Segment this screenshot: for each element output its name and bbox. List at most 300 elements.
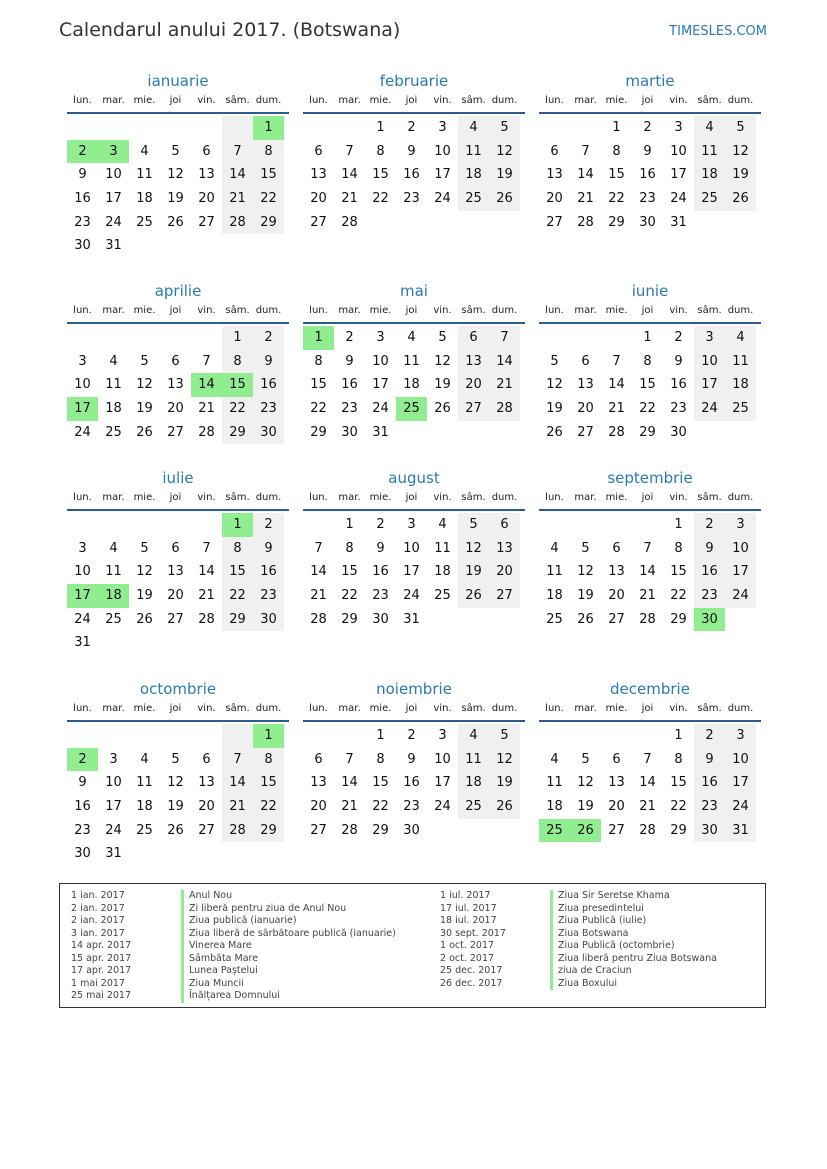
weekday-label: dum. bbox=[491, 95, 518, 106]
day-cell: 29 bbox=[310, 424, 327, 440]
day-cell: 19 bbox=[546, 401, 563, 417]
day-cell: 18 bbox=[546, 799, 563, 815]
day-cell: 20 bbox=[198, 799, 215, 815]
day-cell: 31 bbox=[670, 214, 687, 230]
day-cell: 23 bbox=[403, 191, 420, 207]
day-cell: 7 bbox=[202, 353, 211, 369]
day-cell: 19 bbox=[577, 799, 594, 815]
day-cell: 13 bbox=[198, 167, 215, 183]
day-cell: 8 bbox=[253, 748, 284, 772]
holiday-name: Zi liberă pentru ziua de Anul Nou bbox=[181, 903, 346, 916]
weekday-label: sâm. bbox=[461, 703, 486, 714]
weekday-label: dum. bbox=[255, 95, 282, 106]
weekday-label: dum. bbox=[727, 703, 754, 714]
day-grid bbox=[303, 724, 525, 842]
empty-day-cell bbox=[303, 116, 334, 140]
month-name: ianuarie bbox=[147, 72, 209, 90]
day-cell: 13 bbox=[489, 537, 520, 561]
weekday-header bbox=[67, 94, 289, 114]
day-cell: 8 bbox=[674, 540, 683, 556]
day-cell: 24 bbox=[434, 191, 451, 207]
day-cell: 3 bbox=[725, 724, 756, 748]
weekday-label: mar. bbox=[574, 305, 597, 316]
day-cell: 28 bbox=[577, 214, 594, 230]
empty-day-cell bbox=[160, 116, 191, 140]
day-cell: 28 bbox=[341, 214, 358, 230]
day-cell: 26 bbox=[458, 584, 489, 608]
day-cell: 24 bbox=[434, 799, 451, 815]
day-cell: 29 bbox=[253, 211, 284, 235]
empty-day-cell bbox=[129, 724, 160, 748]
day-cell: 4 bbox=[550, 751, 559, 767]
day-cell: 22 bbox=[310, 401, 327, 417]
holiday-name: Vinerea Mare bbox=[181, 940, 252, 953]
holiday-date: 17 iul. 2017 bbox=[440, 902, 497, 914]
weekday-label: sâm. bbox=[697, 305, 722, 316]
day-cell: 26 bbox=[167, 822, 184, 838]
holiday-date: 30 sept. 2017 bbox=[440, 927, 506, 939]
day-cell: 10 bbox=[74, 377, 91, 393]
weekday-label: mar. bbox=[102, 703, 125, 714]
day-cell: 23 bbox=[372, 588, 389, 604]
day-cell: 11 bbox=[725, 350, 756, 374]
day-cell: 26 bbox=[489, 187, 520, 211]
day-cell: 7 bbox=[345, 751, 354, 767]
weekday-header bbox=[67, 702, 289, 722]
day-cell: 28 bbox=[639, 611, 656, 627]
day-grid bbox=[67, 513, 289, 655]
holiday-date: 2 oct. 2017 bbox=[440, 952, 495, 964]
day-cell: 14 bbox=[222, 163, 253, 187]
weekday-label: mie. bbox=[133, 305, 156, 316]
day-cell: 12 bbox=[577, 775, 594, 791]
day-cell: 25 bbox=[136, 214, 153, 230]
day-cell: 3 bbox=[438, 120, 447, 135]
day-cell: 10 bbox=[725, 748, 756, 772]
day-cell: 20 bbox=[546, 191, 563, 207]
weekday-label: dum. bbox=[727, 492, 754, 503]
weekday-header bbox=[539, 702, 761, 722]
day-cell: 30 bbox=[694, 819, 725, 843]
empty-day-cell bbox=[98, 513, 129, 537]
weekday-header bbox=[539, 94, 761, 114]
weekday-header bbox=[303, 94, 525, 114]
day-cell: 23 bbox=[74, 822, 91, 838]
day-cell: 9 bbox=[674, 353, 683, 369]
weekday-label: mar. bbox=[574, 492, 597, 503]
empty-day-cell bbox=[129, 116, 160, 140]
day-cell: 2 bbox=[674, 330, 683, 345]
day-cell: 7 bbox=[643, 540, 652, 556]
day-cell: 18 bbox=[105, 401, 122, 417]
day-cell: 20 bbox=[310, 191, 327, 207]
holiday-name: Ziua Botswana bbox=[550, 928, 628, 941]
weekday-label: joi bbox=[405, 95, 418, 106]
day-grid bbox=[539, 326, 761, 444]
weekday-label: dum. bbox=[491, 305, 518, 316]
day-cell: 21 bbox=[608, 401, 625, 417]
day-cell: 27 bbox=[608, 822, 625, 838]
day-cell: 29 bbox=[341, 611, 358, 627]
month-august bbox=[303, 469, 525, 631]
day-cell: 16 bbox=[403, 775, 420, 791]
day-cell: 27 bbox=[310, 214, 327, 230]
empty-day-cell bbox=[160, 513, 191, 537]
holiday-day-cell: 1 bbox=[253, 116, 284, 140]
day-cell: 17 bbox=[372, 377, 389, 393]
day-cell: 16 bbox=[403, 167, 420, 183]
weekday-label: lun. bbox=[309, 492, 328, 503]
day-cell: 16 bbox=[253, 373, 284, 397]
day-cell: 29 bbox=[608, 214, 625, 230]
day-cell: 31 bbox=[372, 424, 389, 440]
day-cell: 1 bbox=[222, 326, 253, 350]
day-cell: 20 bbox=[489, 560, 520, 584]
day-cell: 4 bbox=[725, 326, 756, 350]
day-cell: 13 bbox=[167, 377, 184, 393]
weekday-label: dum. bbox=[255, 492, 282, 503]
day-cell: 27 bbox=[577, 424, 594, 440]
day-cell: 27 bbox=[198, 214, 215, 230]
weekday-header bbox=[539, 491, 761, 511]
weekday-label: joi bbox=[405, 305, 418, 316]
weekday-label: mar. bbox=[338, 703, 361, 714]
day-cell: 10 bbox=[434, 751, 451, 767]
holiday-name: ziua de Craciun bbox=[550, 965, 632, 978]
day-cell: 24 bbox=[372, 401, 389, 417]
weekday-label: lun. bbox=[545, 95, 564, 106]
day-cell: 22 bbox=[372, 191, 389, 207]
day-cell: 15 bbox=[253, 771, 284, 795]
day-cell: 26 bbox=[577, 611, 594, 627]
day-cell: 31 bbox=[725, 819, 756, 843]
day-cell: 2 bbox=[253, 513, 284, 537]
day-cell: 29 bbox=[222, 421, 253, 445]
day-cell: 4 bbox=[140, 143, 149, 159]
day-cell: 26 bbox=[725, 187, 756, 211]
day-cell: 20 bbox=[608, 799, 625, 815]
day-cell: 26 bbox=[546, 424, 563, 440]
day-cell: 10 bbox=[105, 167, 122, 183]
weekday-label: mie. bbox=[133, 703, 156, 714]
day-cell: 12 bbox=[167, 167, 184, 183]
day-cell: 17 bbox=[105, 799, 122, 815]
day-cell: 11 bbox=[458, 140, 489, 164]
empty-day-cell bbox=[570, 326, 601, 350]
weekday-header bbox=[303, 491, 525, 511]
holiday-date: 18 iul. 2017 bbox=[440, 915, 497, 926]
weekday-label: dum. bbox=[727, 305, 754, 316]
day-cell: 28 bbox=[639, 822, 656, 838]
day-cell: 21 bbox=[198, 401, 215, 417]
day-cell: 22 bbox=[608, 191, 625, 207]
holiday-date: 25 dec. 2017 bbox=[440, 965, 503, 976]
day-cell: 25 bbox=[105, 424, 122, 440]
empty-day-cell bbox=[191, 326, 222, 350]
weekday-label: lun. bbox=[73, 305, 92, 316]
day-cell: 22 bbox=[222, 584, 253, 608]
day-cell: 16 bbox=[694, 771, 725, 795]
day-cell: 5 bbox=[581, 751, 590, 767]
day-cell: 12 bbox=[458, 537, 489, 561]
day-cell: 2 bbox=[376, 517, 385, 532]
day-cell: 1 bbox=[376, 728, 385, 743]
day-cell: 27 bbox=[458, 397, 489, 421]
weekday-label: sâm. bbox=[225, 95, 250, 106]
month-name: aprilie bbox=[154, 282, 202, 300]
day-cell: 19 bbox=[434, 377, 451, 393]
month-ianuarie bbox=[67, 72, 289, 258]
day-cell: 7 bbox=[643, 751, 652, 767]
day-cell: 4 bbox=[458, 724, 489, 748]
day-cell: 19 bbox=[458, 560, 489, 584]
weekday-label: dum. bbox=[255, 305, 282, 316]
day-cell: 17 bbox=[725, 560, 756, 584]
day-cell: 30 bbox=[253, 608, 284, 632]
empty-day-cell bbox=[539, 724, 570, 748]
holiday-date: 25 mai 2017 bbox=[71, 990, 132, 1001]
day-cell: 22 bbox=[341, 588, 358, 604]
weekday-label: mie. bbox=[605, 95, 628, 106]
day-cell: 7 bbox=[345, 143, 354, 159]
day-cell: 4 bbox=[550, 540, 559, 556]
day-cell: 12 bbox=[546, 377, 563, 393]
weekday-label: mar. bbox=[102, 492, 125, 503]
weekday-label: sâm. bbox=[461, 305, 486, 316]
holiday-day-cell: 1 bbox=[222, 513, 253, 537]
weekday-header bbox=[539, 304, 761, 324]
month-septembrie bbox=[539, 469, 761, 631]
empty-day-cell bbox=[601, 724, 632, 748]
holiday-name: Ziua publică (ianuarie) bbox=[181, 915, 297, 928]
weekday-label: sâm. bbox=[697, 703, 722, 714]
holiday-name: Ziua Publică (iulie) bbox=[550, 915, 646, 928]
day-cell: 23 bbox=[670, 401, 687, 417]
day-cell: 5 bbox=[171, 143, 180, 159]
day-cell: 6 bbox=[314, 143, 323, 159]
month-name: octombrie bbox=[139, 680, 217, 698]
day-cell: 7 bbox=[202, 540, 211, 556]
holiday-day-cell: 1 bbox=[303, 326, 334, 350]
weekday-label: joi bbox=[405, 492, 418, 503]
weekday-label: mar. bbox=[338, 492, 361, 503]
day-cell: 20 bbox=[167, 401, 184, 417]
day-cell: 30 bbox=[341, 424, 358, 440]
day-cell: 27 bbox=[608, 611, 625, 627]
day-cell: 24 bbox=[725, 795, 756, 819]
day-cell: 19 bbox=[136, 401, 153, 417]
day-cell: 2 bbox=[643, 120, 652, 135]
day-cell: 13 bbox=[310, 167, 327, 183]
empty-day-cell bbox=[191, 513, 222, 537]
day-cell: 7 bbox=[222, 748, 253, 772]
day-cell: 24 bbox=[725, 584, 756, 608]
day-cell: 1 bbox=[674, 517, 683, 532]
day-cell: 6 bbox=[458, 326, 489, 350]
day-cell: 8 bbox=[345, 540, 354, 556]
day-grid bbox=[303, 513, 525, 631]
day-cell: 20 bbox=[198, 191, 215, 207]
day-cell: 12 bbox=[136, 377, 153, 393]
day-grid bbox=[303, 116, 525, 234]
holiday-name: Ziua liberă de sărbătoare publică (ianuarie) bbox=[181, 928, 396, 941]
day-cell: 23 bbox=[74, 214, 91, 230]
day-cell: 17 bbox=[670, 167, 687, 183]
day-cell: 23 bbox=[403, 799, 420, 815]
holiday-name: Ziua Muncii bbox=[181, 978, 244, 991]
holiday-name: Ziua Sir Seretse Khama bbox=[550, 890, 670, 903]
day-cell: 6 bbox=[171, 540, 180, 556]
day-cell: 15 bbox=[341, 564, 358, 580]
weekday-label: mie. bbox=[605, 305, 628, 316]
day-cell: 23 bbox=[341, 401, 358, 417]
day-cell: 19 bbox=[577, 588, 594, 604]
page-title: Calendarul anului 2017. (Botswana) bbox=[59, 19, 401, 41]
day-cell: 5 bbox=[140, 540, 149, 556]
day-cell: 20 bbox=[310, 799, 327, 815]
day-cell: 1 bbox=[674, 728, 683, 743]
day-cell: 21 bbox=[341, 799, 358, 815]
weekday-label: lun. bbox=[309, 95, 328, 106]
weekday-label: joi bbox=[641, 703, 654, 714]
holiday-day-cell: 15 bbox=[222, 373, 253, 397]
day-cell: 28 bbox=[608, 424, 625, 440]
day-cell: 3 bbox=[725, 513, 756, 537]
day-cell: 29 bbox=[222, 608, 253, 632]
day-cell: 18 bbox=[136, 799, 153, 815]
day-cell: 8 bbox=[222, 350, 253, 374]
day-cell: 11 bbox=[403, 353, 420, 369]
weekday-label: sâm. bbox=[697, 95, 722, 106]
day-cell: 27 bbox=[167, 611, 184, 627]
weekday-label: mar. bbox=[338, 95, 361, 106]
day-cell: 31 bbox=[403, 611, 420, 627]
day-cell: 14 bbox=[341, 167, 358, 183]
day-cell: 22 bbox=[372, 799, 389, 815]
day-cell: 15 bbox=[670, 775, 687, 791]
day-cell: 24 bbox=[74, 611, 91, 627]
day-cell: 22 bbox=[639, 401, 656, 417]
day-cell: 16 bbox=[74, 799, 91, 815]
day-cell: 24 bbox=[694, 397, 725, 421]
day-cell: 6 bbox=[202, 751, 211, 767]
day-grid bbox=[539, 513, 761, 631]
site-link[interactable]: TIMESLES.COM bbox=[669, 24, 767, 39]
weekday-label: vin. bbox=[197, 703, 216, 714]
day-cell: 11 bbox=[434, 540, 451, 556]
weekday-label: vin. bbox=[669, 492, 688, 503]
weekday-label: sâm. bbox=[225, 305, 250, 316]
holiday-day-cell: 1 bbox=[253, 724, 284, 748]
empty-day-cell bbox=[539, 326, 570, 350]
holiday-day-cell: 3 bbox=[98, 140, 129, 164]
holiday-name: Ziua presedintelui bbox=[550, 903, 644, 916]
day-cell: 22 bbox=[253, 795, 284, 819]
day-cell: 23 bbox=[253, 584, 284, 608]
day-cell: 15 bbox=[670, 564, 687, 580]
day-cell: 6 bbox=[581, 353, 590, 369]
day-cell: 14 bbox=[198, 564, 215, 580]
day-cell: 14 bbox=[608, 377, 625, 393]
day-cell: 7 bbox=[581, 143, 590, 159]
weekday-label: mar. bbox=[574, 703, 597, 714]
weekday-label: joi bbox=[641, 305, 654, 316]
day-cell: 16 bbox=[74, 191, 91, 207]
day-cell: 27 bbox=[489, 584, 520, 608]
day-cell: 21 bbox=[341, 191, 358, 207]
day-cell: 5 bbox=[581, 540, 590, 556]
weekday-label: vin. bbox=[433, 703, 452, 714]
day-cell: 23 bbox=[694, 584, 725, 608]
month-name: iulie bbox=[162, 469, 194, 487]
day-cell: 27 bbox=[198, 822, 215, 838]
empty-day-cell bbox=[98, 326, 129, 350]
day-cell: 19 bbox=[489, 163, 520, 187]
day-cell: 26 bbox=[136, 424, 153, 440]
day-cell: 11 bbox=[546, 564, 563, 580]
weekday-label: mar. bbox=[574, 95, 597, 106]
day-cell: 17 bbox=[434, 775, 451, 791]
day-cell: 13 bbox=[546, 167, 563, 183]
weekday-label: joi bbox=[641, 95, 654, 106]
day-cell: 5 bbox=[458, 513, 489, 537]
weekday-label: vin. bbox=[197, 492, 216, 503]
weekday-label: mie. bbox=[369, 95, 392, 106]
day-cell: 20 bbox=[577, 401, 594, 417]
day-cell: 28 bbox=[198, 611, 215, 627]
day-cell: 1 bbox=[612, 120, 621, 135]
day-cell: 8 bbox=[222, 537, 253, 561]
day-cell: 11 bbox=[105, 377, 122, 393]
weekday-label: mar. bbox=[102, 95, 125, 106]
empty-day-cell bbox=[539, 513, 570, 537]
empty-day-cell bbox=[160, 724, 191, 748]
day-cell: 17 bbox=[725, 771, 756, 795]
day-cell: 15 bbox=[372, 167, 389, 183]
day-cell: 21 bbox=[489, 373, 520, 397]
month-name: noiembrie bbox=[376, 680, 452, 698]
day-cell: 29 bbox=[372, 822, 389, 838]
empty-day-cell bbox=[334, 116, 365, 140]
day-cell: 30 bbox=[253, 421, 284, 445]
day-cell: 7 bbox=[612, 353, 621, 369]
day-cell: 30 bbox=[639, 214, 656, 230]
day-cell: 10 bbox=[694, 350, 725, 374]
empty-day-cell bbox=[67, 326, 98, 350]
holiday-day-cell: 26 bbox=[570, 819, 601, 843]
weekday-label: vin. bbox=[669, 305, 688, 316]
day-cell: 16 bbox=[341, 377, 358, 393]
weekday-header bbox=[67, 491, 289, 511]
day-cell: 14 bbox=[489, 350, 520, 374]
day-cell: 28 bbox=[198, 424, 215, 440]
holiday-name: Ziua Boxului bbox=[550, 978, 617, 991]
holiday-day-cell: 2 bbox=[67, 748, 98, 772]
month-name: februarie bbox=[379, 72, 449, 90]
weekday-label: sâm. bbox=[225, 703, 250, 714]
day-cell: 6 bbox=[202, 143, 211, 159]
weekday-label: mie. bbox=[605, 703, 628, 714]
holiday-name: Ziua liberă pentru Ziua Botswana bbox=[550, 953, 717, 966]
day-cell: 3 bbox=[78, 353, 87, 369]
day-cell: 9 bbox=[78, 167, 87, 183]
day-cell: 22 bbox=[222, 397, 253, 421]
day-cell: 15 bbox=[222, 560, 253, 584]
day-cell: 10 bbox=[670, 143, 687, 159]
day-cell: 12 bbox=[725, 140, 756, 164]
empty-day-cell bbox=[222, 724, 253, 748]
weekday-label: mar. bbox=[338, 305, 361, 316]
